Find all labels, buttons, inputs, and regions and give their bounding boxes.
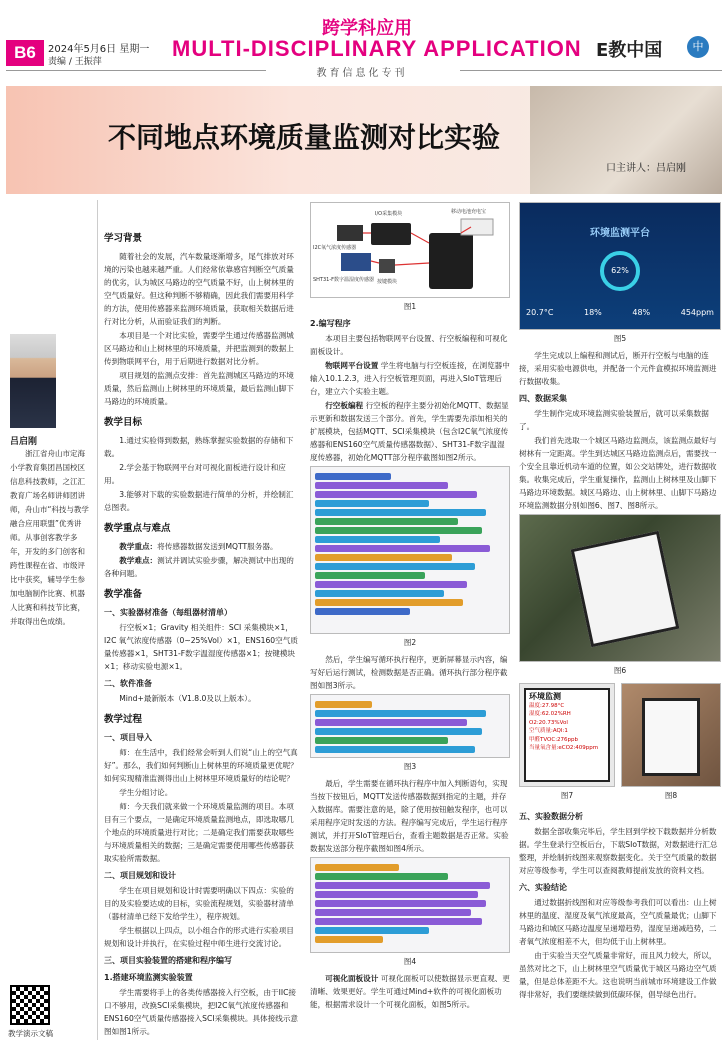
- code-screenshot-init: [310, 466, 510, 634]
- device-photo-mountain-road: [621, 683, 721, 787]
- difficulty-point: 教学难点：测试并调试实验步骤，解决测试中出现的各种问题。: [104, 556, 294, 578]
- subheading: 六、实验结论: [519, 883, 567, 892]
- button-module: [379, 259, 395, 273]
- newspaper-logo: E教中国: [596, 40, 663, 61]
- device-screen: [571, 531, 680, 648]
- dashboard-title: 环境监测平台: [590, 228, 650, 239]
- subheading: 二、软件准备: [104, 679, 152, 688]
- article-column-2: [310, 200, 510, 1040]
- paragraph: 师：今天我们就来做一个环境质量监测的项目。本项目有三个要点，一是确定环境质量监测地点，即选取哪几个地点的环境质量进行对比；二是确定我们需要获取哪些与环境质量相关的数据；三是确定需要使用哪些传感器获取实验所需数据。: [104, 802, 294, 863]
- unihiker-board: [429, 233, 473, 289]
- lecturer-credit: 口主讲人：吕启刚: [606, 163, 686, 174]
- header-rule: [6, 70, 266, 71]
- device-photo-city-road: [519, 514, 721, 662]
- figure-caption: 图3: [403, 762, 417, 771]
- power-bank: [461, 219, 493, 235]
- diagram-label: I2C氧气浓度传感器: [313, 245, 357, 251]
- column-divider: [97, 200, 98, 1040]
- screen-line: 甲醛TVOC:276ppb: [529, 736, 579, 743]
- header-rule: [460, 70, 722, 71]
- paragraph: 学生在项目规划和设计时需要明确以下四点：实验的目的及实验要达成的目标，实验流程规划，实验器材清单（器材清单已经下发给学生），程序规划。: [104, 886, 294, 921]
- subheading: 1.搭建环境监测实验装置: [104, 973, 193, 982]
- screen-line: O2:20.73%Vol: [529, 719, 568, 726]
- paragraph: 我们首先选取一个城区马路边监测点，该监测点最好与树林有一定距离。学生到达城区马路边监测点后，需要找一个安全且靠近机动车道的位置，如公交站牌处，进行数据收集。收集完成后，学生重复操作，监测山上树林里及山脚下马路边环境数据。城区马路边、山上树林里、山脚下马路边环境监测数据分别如图6、图7、图8所示。: [519, 436, 717, 510]
- oxygen-sensor: [337, 225, 363, 241]
- device-screen: [642, 698, 700, 776]
- author-name: 吕启刚: [10, 437, 38, 447]
- dashboard-screenshot: [519, 202, 721, 330]
- heading-background: 学习背景: [104, 233, 143, 244]
- qr-code[interactable]: [10, 985, 50, 1025]
- screen-line: 温度:27.98°C: [529, 702, 565, 709]
- paragraph: 学生分组讨论。: [119, 788, 173, 797]
- page-number-badge: B6: [6, 40, 44, 66]
- heading-key-points: 教学重点与难点: [104, 523, 171, 534]
- paragraph: Mind+最新版本（V1.8.0及以上版本）。: [119, 694, 256, 703]
- issue-date: 2024年5月6日 星期一: [48, 44, 150, 55]
- paragraph: 通过数据折线图和对应等级参考我们可以看出：山上树林里的温度、湿度及氧气浓度最高，空气质量最优；山脚下马路边和城区马路边温度呈递增趋势，湿度呈递减趋势，二者氧气浓度相差不大，但均低于山上树林里。: [519, 898, 717, 946]
- diagram-label: 移动电池充电宝: [451, 209, 487, 215]
- gauge-widget: 62%: [600, 251, 640, 291]
- goal-item: 2.学会基于物联网平台对可视化面板进行设计和应用。: [104, 463, 286, 485]
- author-photo: [10, 334, 56, 428]
- figure-caption: 图4: [403, 957, 417, 966]
- article-column-1: [104, 224, 300, 1040]
- paragraph: 可视化面板设计 可视化面板可以使数据显示更直观、更清晰、效果更好。学生可通过Mind+软件的可视化面板功能，根据需求设计一个可视化面板，如图5所示。: [310, 974, 510, 1009]
- diagram-label: I/O采集模块: [375, 211, 403, 217]
- metric-value: 48%: [632, 308, 651, 317]
- metric-value: 20.7°C: [526, 308, 554, 317]
- heading-preparation: 教学准备: [104, 589, 143, 600]
- sci-module: [371, 223, 411, 245]
- screen-line: 湿度:62.02%RH: [529, 711, 571, 717]
- figure-caption: 图1: [403, 302, 417, 311]
- goal-item: 3.能够对下载的实验数据进行简单的分析，并绘制汇总图表。: [104, 490, 294, 512]
- paragraph: 行空板×1；Gravity 相关组件：SCI 采集模块×1，I2C 氧气浓度传感器（0~25%Vol）×1，ENS160空气质量传感器×1，SHT31-F数字温湿度传感器×1；按键模块×1；移动实验电源×1。: [104, 623, 298, 671]
- screen-title: 环境监测: [529, 692, 561, 701]
- screen-line: 空气质量:AQI:1: [529, 728, 568, 734]
- paragraph: 本项目是一个对比实验，需要学生通过传感器监测城区马路边和山上树林里的环境质量，并把监测到的数据上传到物联网平台，用于后期进行数据对比分析。: [104, 331, 294, 366]
- paragraph: 学生需要将手上的各类传感器接入行空板，由于IIC接口不够用，改换SCI采集模块，把I2C氧气浓度传感器和ENS160空气质量传感器接入SCI采集模块。具体接线示意图如图1所示。: [104, 988, 299, 1036]
- editor-credit: 责编 / 王振萍: [48, 57, 102, 67]
- subheading: 一、实验器材准备（每组器材清单）: [104, 608, 232, 617]
- diagram-label: 按键模块: [377, 279, 398, 285]
- paragraph: 学生完成以上编程和测试后，断开行空板与电脑的连接，采用实验电源供电，并配备一个元件盒模拟环境监测进行数据收集。: [519, 351, 717, 386]
- subheading: 2.编写程序: [310, 319, 351, 328]
- key-point: 教学重点：将传感器数据发送到MQTT服务器。: [119, 542, 278, 551]
- figure-caption: 图6: [613, 666, 627, 675]
- code-screenshot-loop: [310, 694, 510, 758]
- metric-value: 454ppm: [680, 308, 714, 317]
- sht31-sensor: [341, 253, 371, 271]
- subheading: 四、数据采集: [519, 394, 567, 403]
- logo-mark-icon: 中: [687, 36, 709, 58]
- subheading: 二、项目规划和设计: [104, 871, 176, 880]
- paragraph: 行空板编程 行空板的程序主要分初始化MQTT、数据显示更新和数据发送三个部分。首先，学生需要先添加相关的扩展模块，包括MQTT、SCI采集模块（包含I2C氧气浓度传感器和ENS160空气质量传感器数据）、SHT31-F数字温湿度传感器，初始化MQTT部分程序截图如图2所示。: [310, 401, 509, 462]
- paragraph: 师：在生活中，我们经常会听到人们说“山上的空气真好”。那么，我们如何判断山上树林里的环境质量更优呢？如何实现精准监测得出山上树林里环境质量好的结论呢？: [104, 748, 298, 783]
- section-title-en: MULTI-DISCIPLINARY APPLICATION: [172, 36, 582, 61]
- goal-item: 1.通过实验得到数据，熟练掌握实验数据的存储和下载。: [104, 436, 294, 458]
- subheading: 一、项目导入: [104, 733, 152, 742]
- paragraph: 由于实验当天空气质量非常好，而且风力较大，所以，虽然对比之下，山上树林里空气质量优于城区马路边空气质量，但是总体差距不大。这也说明当前城市环境建设工作做得非常好，我们要继续做到低碳环保，倡导绿色出行。: [519, 951, 717, 999]
- section-title-cn: 跨学科应用: [322, 18, 412, 39]
- paragraph: 学生制作完成环境监测实验装置后，就可以采集数据了。: [519, 409, 709, 431]
- paragraph: 学生根据以上四点，以小组合作的形式进行实验项目规划和设计并执行，在实验过程中师生进行交流讨论。: [104, 926, 294, 948]
- device-photo-forest: [519, 683, 615, 787]
- heading-process: 教学过程: [104, 714, 143, 725]
- paragraph: 最后，学生需要在循环执行程序中加入判断语句，实现当按下按钮后，MQTT发送传感器数据到指定的主题，并存入数据库。需要注意的是，除了使用按钮触发程序，也可以采用程序定时发送的方法。程序编写完成后，学生运行程序测试，并打开SIoT管理后台，查看主题数据是否正常。实验数据发送部分程序截图如图4所示。: [310, 779, 509, 853]
- metric-value: 18%: [583, 308, 602, 317]
- banner-photo: [530, 86, 722, 194]
- heading-goals: 教学目标: [104, 417, 143, 428]
- paragraph: 随着社会的发展，汽车数量逐渐增多，尾气排放对环境的污染也越来越严重。人们经常依靠感官判断空气质量的优劣，认为城区马路边的空气质量不好，山上树林里的空气质量好。但这种判断不够精确，因此我们需要用科学的方法，使用传感器来监测环境质量，获取相关数据后进行对比分析，从而验证我们的判断。: [104, 252, 294, 326]
- paragraph: 项目规划的监测点安排：首先监测城区马路边的环境质量，然后监测山上树林里的环境质量，最后监测山脚下马路边的环境质量。: [104, 371, 294, 406]
- paragraph: 物联网平台设置 学生将电脑与行空板连接，在浏览器中输入10.1.2.3，进入行空板管理页面，再进入SIoT管理后台，建立六个实验主题。: [310, 361, 510, 396]
- wiring-diagram: [310, 202, 510, 298]
- paragraph: 数据全部收集完毕后，学生回到学校下载数据并分析数据。学生登录行空板后台，下载SIoT数据，对数据进行汇总整理，并绘制折线图来观察数据变化。关于空气质量的数据对应等级参考，学生可以查阅教师提前发放的资料文档。: [519, 827, 718, 875]
- diagram-label: SHT31-F数字温湿度传感器: [313, 277, 375, 283]
- qr-code-label: 教学演示文稿: [8, 1029, 53, 1038]
- wiring-diagram-svg: [311, 203, 509, 297]
- article-headline: 不同地点环境质量监测对比实验: [108, 121, 501, 154]
- paragraph: 本项目主要包括物联网平台设置、行空板编程和可视化面板设计。: [310, 334, 508, 356]
- figure-caption: 图2: [403, 638, 417, 647]
- author-bio: 浙江省舟山市定海小学教育集团昌国校区信息科技教师，之江汇教育广场名师讲师团讲师，舟山市“科技与教学融合应用联盟”优秀讲师。从事创客教学多年，开发的多门创客和跨性课程在省、市级评比中获奖，辅导学生参加电脑制作比赛、机器人比赛和科技节比赛，并取得出色成绩。: [10, 449, 89, 626]
- figure-caption: 图8: [664, 791, 678, 800]
- screen-line: 当量氧含量:eCO2:409ppm: [529, 745, 599, 751]
- figure-caption: 图5: [613, 334, 627, 343]
- paragraph: 然后，学生编写循环执行程序，更新屏幕显示内容，编写好后运行测试，检测数据是否正确。循环执行部分程序截图如图3所示。: [310, 655, 508, 690]
- subheading: 三、项目实验装置的搭建和程序编写: [104, 956, 232, 965]
- figure-caption: 图7: [560, 791, 574, 800]
- column-subtitle: 教育信息化专刊: [316, 68, 408, 79]
- code-screenshot-send: [310, 857, 510, 953]
- article-column-3: [519, 200, 721, 1040]
- subheading: 五、实验数据分析: [519, 812, 583, 821]
